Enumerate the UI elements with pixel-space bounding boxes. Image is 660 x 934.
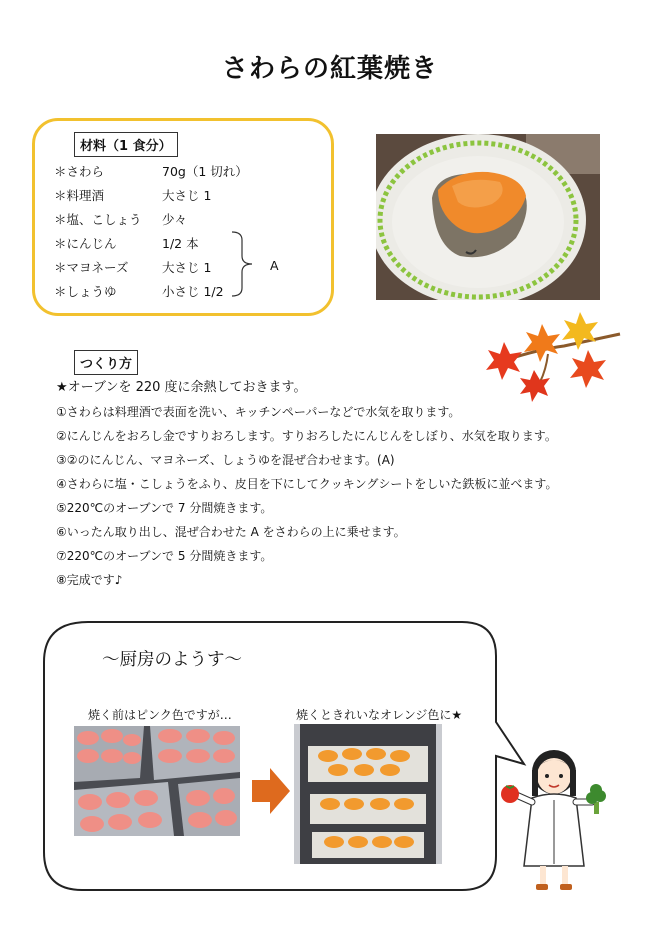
method-label: つくり方 — [74, 350, 138, 375]
ingredient-amount: 大さじ 1 — [162, 188, 212, 203]
ingredient-name: ＊にんじん — [54, 236, 117, 251]
kitchen-title: ～厨房のようす～ — [102, 650, 242, 670]
after-photo — [294, 724, 442, 864]
ingredient-name: ＊塩、こしょう — [54, 212, 142, 227]
ingredient-amount: 大さじ 1 — [162, 260, 212, 275]
step-item: ②にんじんをおろし金ですりおろします。すりおろしたにんじんをしぼり、水気を取ります。 — [56, 429, 557, 443]
step-item: ①さわらは料理酒で表面を洗い、キッチンペーパーなどで水気を取ります。 — [56, 405, 461, 419]
ingredient-name: ＊マヨネーズ — [54, 260, 129, 275]
ingredient-name: ＊さわら — [54, 164, 105, 179]
ingredient-name: ＊料理酒 — [54, 188, 105, 203]
before-photo — [74, 726, 240, 836]
step-item: ⑧完成です♪ — [56, 573, 123, 587]
before-caption: 焼く前はピンク色ですが… — [88, 708, 232, 722]
ingredient-amount: 少々 — [162, 212, 188, 227]
step-item: ④さわらに塩・こしょうをふり、皮目を下にしてクッキングシートをしいた鉄板に並べます。 — [56, 477, 558, 491]
step-item: ⑦220℃のオーブンで 5 分間焼きます。 — [56, 549, 273, 563]
arrow-right-icon — [252, 768, 290, 814]
step-item: ③②のにんじん、マヨネーズ、しょうゆを混ぜ合わせます。(A) — [56, 453, 395, 467]
ingredient-amount: 小さじ 1/2 — [162, 284, 224, 299]
group-label: A — [270, 258, 279, 273]
ingredient-name: ＊しょうゆ — [54, 284, 117, 299]
step-item: ⑥いったん取り出し、混ぜ合わせた A をさわらの上に乗せます。 — [56, 525, 406, 539]
page-title: さわらの紅葉焼き — [221, 54, 438, 84]
chef-girl-illustration-icon — [500, 746, 610, 896]
step-item: ⑤220℃のオーブンで 7 分間焼きます。 — [56, 501, 273, 515]
after-caption: 焼くときれいなオレンジ色に★ — [296, 708, 463, 722]
ingredient-amount: 1/2 本 — [162, 236, 199, 251]
step-item: ★オーブンを 220 度に余熱しておきます。 — [56, 380, 307, 395]
ingredients-label: 材料（1 食分） — [74, 132, 178, 157]
ingredient-amount: 70g（1 切れ） — [162, 164, 248, 179]
